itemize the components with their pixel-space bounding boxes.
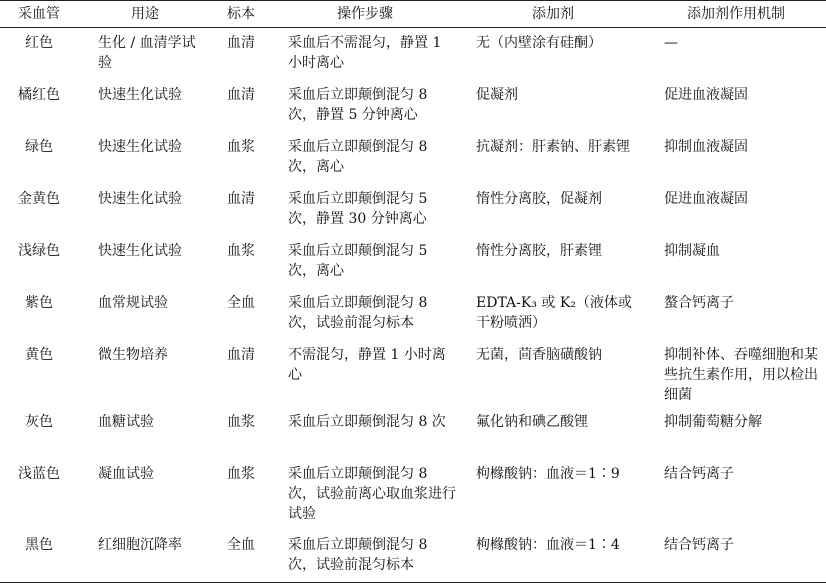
cell-additive: 无（内壁涂有硅酮） (476, 35, 602, 51)
table-row (0, 340, 826, 407)
cell-tube: 黑色 (0, 530, 78, 583)
cell-tube: 浅蓝色 (18, 466, 60, 482)
cell-purpose: 凝血试验 (98, 466, 154, 482)
cell-purpose: 快速生化试验 (98, 191, 182, 207)
cell-purpose: 快速生化试验 (98, 87, 182, 103)
cell-specimen: 血浆 (227, 466, 255, 482)
table-row (0, 407, 826, 459)
cell-mechanism: 结合钙离子 (664, 466, 734, 482)
table-row (0, 459, 826, 530)
cell-mechanism: 促进血液凝固 (664, 87, 748, 103)
cell-mechanism: 结合钙离子 (646, 530, 826, 583)
table-row (0, 80, 826, 132)
cell-procedure: 采血后立即颠倒混匀 8 次，离心 (288, 139, 428, 175)
cell-specimen: 全血 (227, 295, 255, 311)
cell-procedure: 采血后立即颠倒混匀 8 次，试验前混匀标本 (270, 530, 460, 583)
cell-mechanism: — (664, 35, 678, 51)
cell-additive: 无菌，茴香脑磺酸钠 (476, 347, 602, 363)
cell-procedure: 采血后立即颠倒混匀 8 次 (288, 414, 446, 430)
cell-specimen: 血浆 (227, 414, 255, 430)
table-header (0, 1, 826, 28)
cell-mechanism: 抑制凝血 (664, 243, 720, 259)
cell-tube: 紫色 (25, 295, 53, 311)
cell-procedure: 采血后立即颠倒混匀 8 次，试验前混匀标本 (288, 295, 428, 331)
cell-purpose: 血糖试验 (98, 414, 154, 430)
cell-procedure: 采血后立即颠倒混匀 8 次，静置 5 分钟离心 (288, 87, 428, 123)
cell-procedure: 采血后不需混匀，静置 1 小时离心 (288, 35, 442, 71)
cell-procedure: 采血后立即颠倒混匀 8 次，试验前离心取血浆进行试验 (288, 466, 456, 522)
cell-additive: 抗凝剂：肝素钠、肝素锂 (476, 139, 630, 155)
cell-additive: 枸橼酸钠：血液＝1∶4 (460, 530, 646, 583)
cell-additive: 枸橼酸钠：血液＝1∶9 (476, 466, 620, 482)
table-row (0, 236, 826, 288)
cell-additive: 促凝剂 (476, 87, 518, 103)
cell-specimen: 血浆 (227, 243, 255, 259)
cell-tube: 红色 (25, 35, 53, 51)
cell-mechanism: 抑制葡萄糖分解 (664, 414, 762, 430)
cell-specimen: 血清 (227, 87, 255, 103)
cell-mechanism: 抑制血液凝固 (664, 139, 748, 155)
table-row (0, 288, 826, 340)
cell-additive: 惰性分离胶，促凝剂 (476, 191, 602, 207)
cell-additive: 惰性分离胶，肝素锂 (476, 243, 602, 259)
cell-specimen: 血清 (227, 191, 255, 207)
cell-purpose: 微生物培养 (98, 347, 168, 363)
cell-additive: 氟化钠和碘乙酸锂 (476, 414, 588, 430)
cell-mechanism: 螯合钙离子 (664, 295, 734, 311)
cell-purpose: 快速生化试验 (98, 139, 182, 155)
header-specimen: 标本 (212, 1, 270, 28)
header-purpose: 用途 (78, 1, 212, 28)
cell-specimen: 全血 (212, 530, 270, 583)
cell-tube: 橘红色 (18, 87, 60, 103)
cell-purpose: 快速生化试验 (98, 243, 182, 259)
header-mechanism: 添加剂作用机制 (646, 1, 826, 28)
cell-tube: 浅绿色 (18, 243, 60, 259)
cell-specimen: 血清 (227, 347, 255, 363)
table-row (0, 28, 826, 81)
cell-procedure: 采血后立即颠倒混匀 5 次，静置 30 分钟离心 (288, 191, 428, 227)
cell-purpose: 红细胞沉降率 (78, 530, 212, 583)
header-row (0, 1, 826, 28)
cell-tube: 灰色 (25, 414, 53, 430)
cell-tube: 金黄色 (18, 191, 60, 207)
header-procedure: 操作步骤 (270, 1, 460, 28)
table-row (0, 530, 826, 583)
cell-procedure: 采血后立即颠倒混匀 5 次，离心 (288, 243, 428, 279)
cell-mechanism: 抑制补体、吞噬细胞和某些抗生素作用，用以检出细菌 (664, 347, 818, 403)
cell-specimen: 血清 (227, 35, 255, 51)
header-tube: 采血管 (0, 1, 78, 28)
cell-tube: 黄色 (25, 347, 53, 363)
cell-specimen: 血浆 (227, 139, 255, 155)
cell-additive: EDTA-K₃ 或 K₂（液体或干粉喷洒） (476, 295, 632, 331)
cell-procedure: 不需混匀，静置 1 小时离心 (288, 347, 446, 383)
table-row (0, 184, 826, 236)
cell-purpose: 血常规试验 (98, 295, 168, 311)
table-body (0, 28, 826, 583)
table-row (0, 132, 826, 184)
cell-tube: 绿色 (25, 139, 53, 155)
cell-mechanism: 促进血液凝固 (664, 191, 748, 207)
header-additive: 添加剂 (460, 1, 646, 28)
cell-purpose: 生化 / 血清学试验 (98, 35, 196, 71)
